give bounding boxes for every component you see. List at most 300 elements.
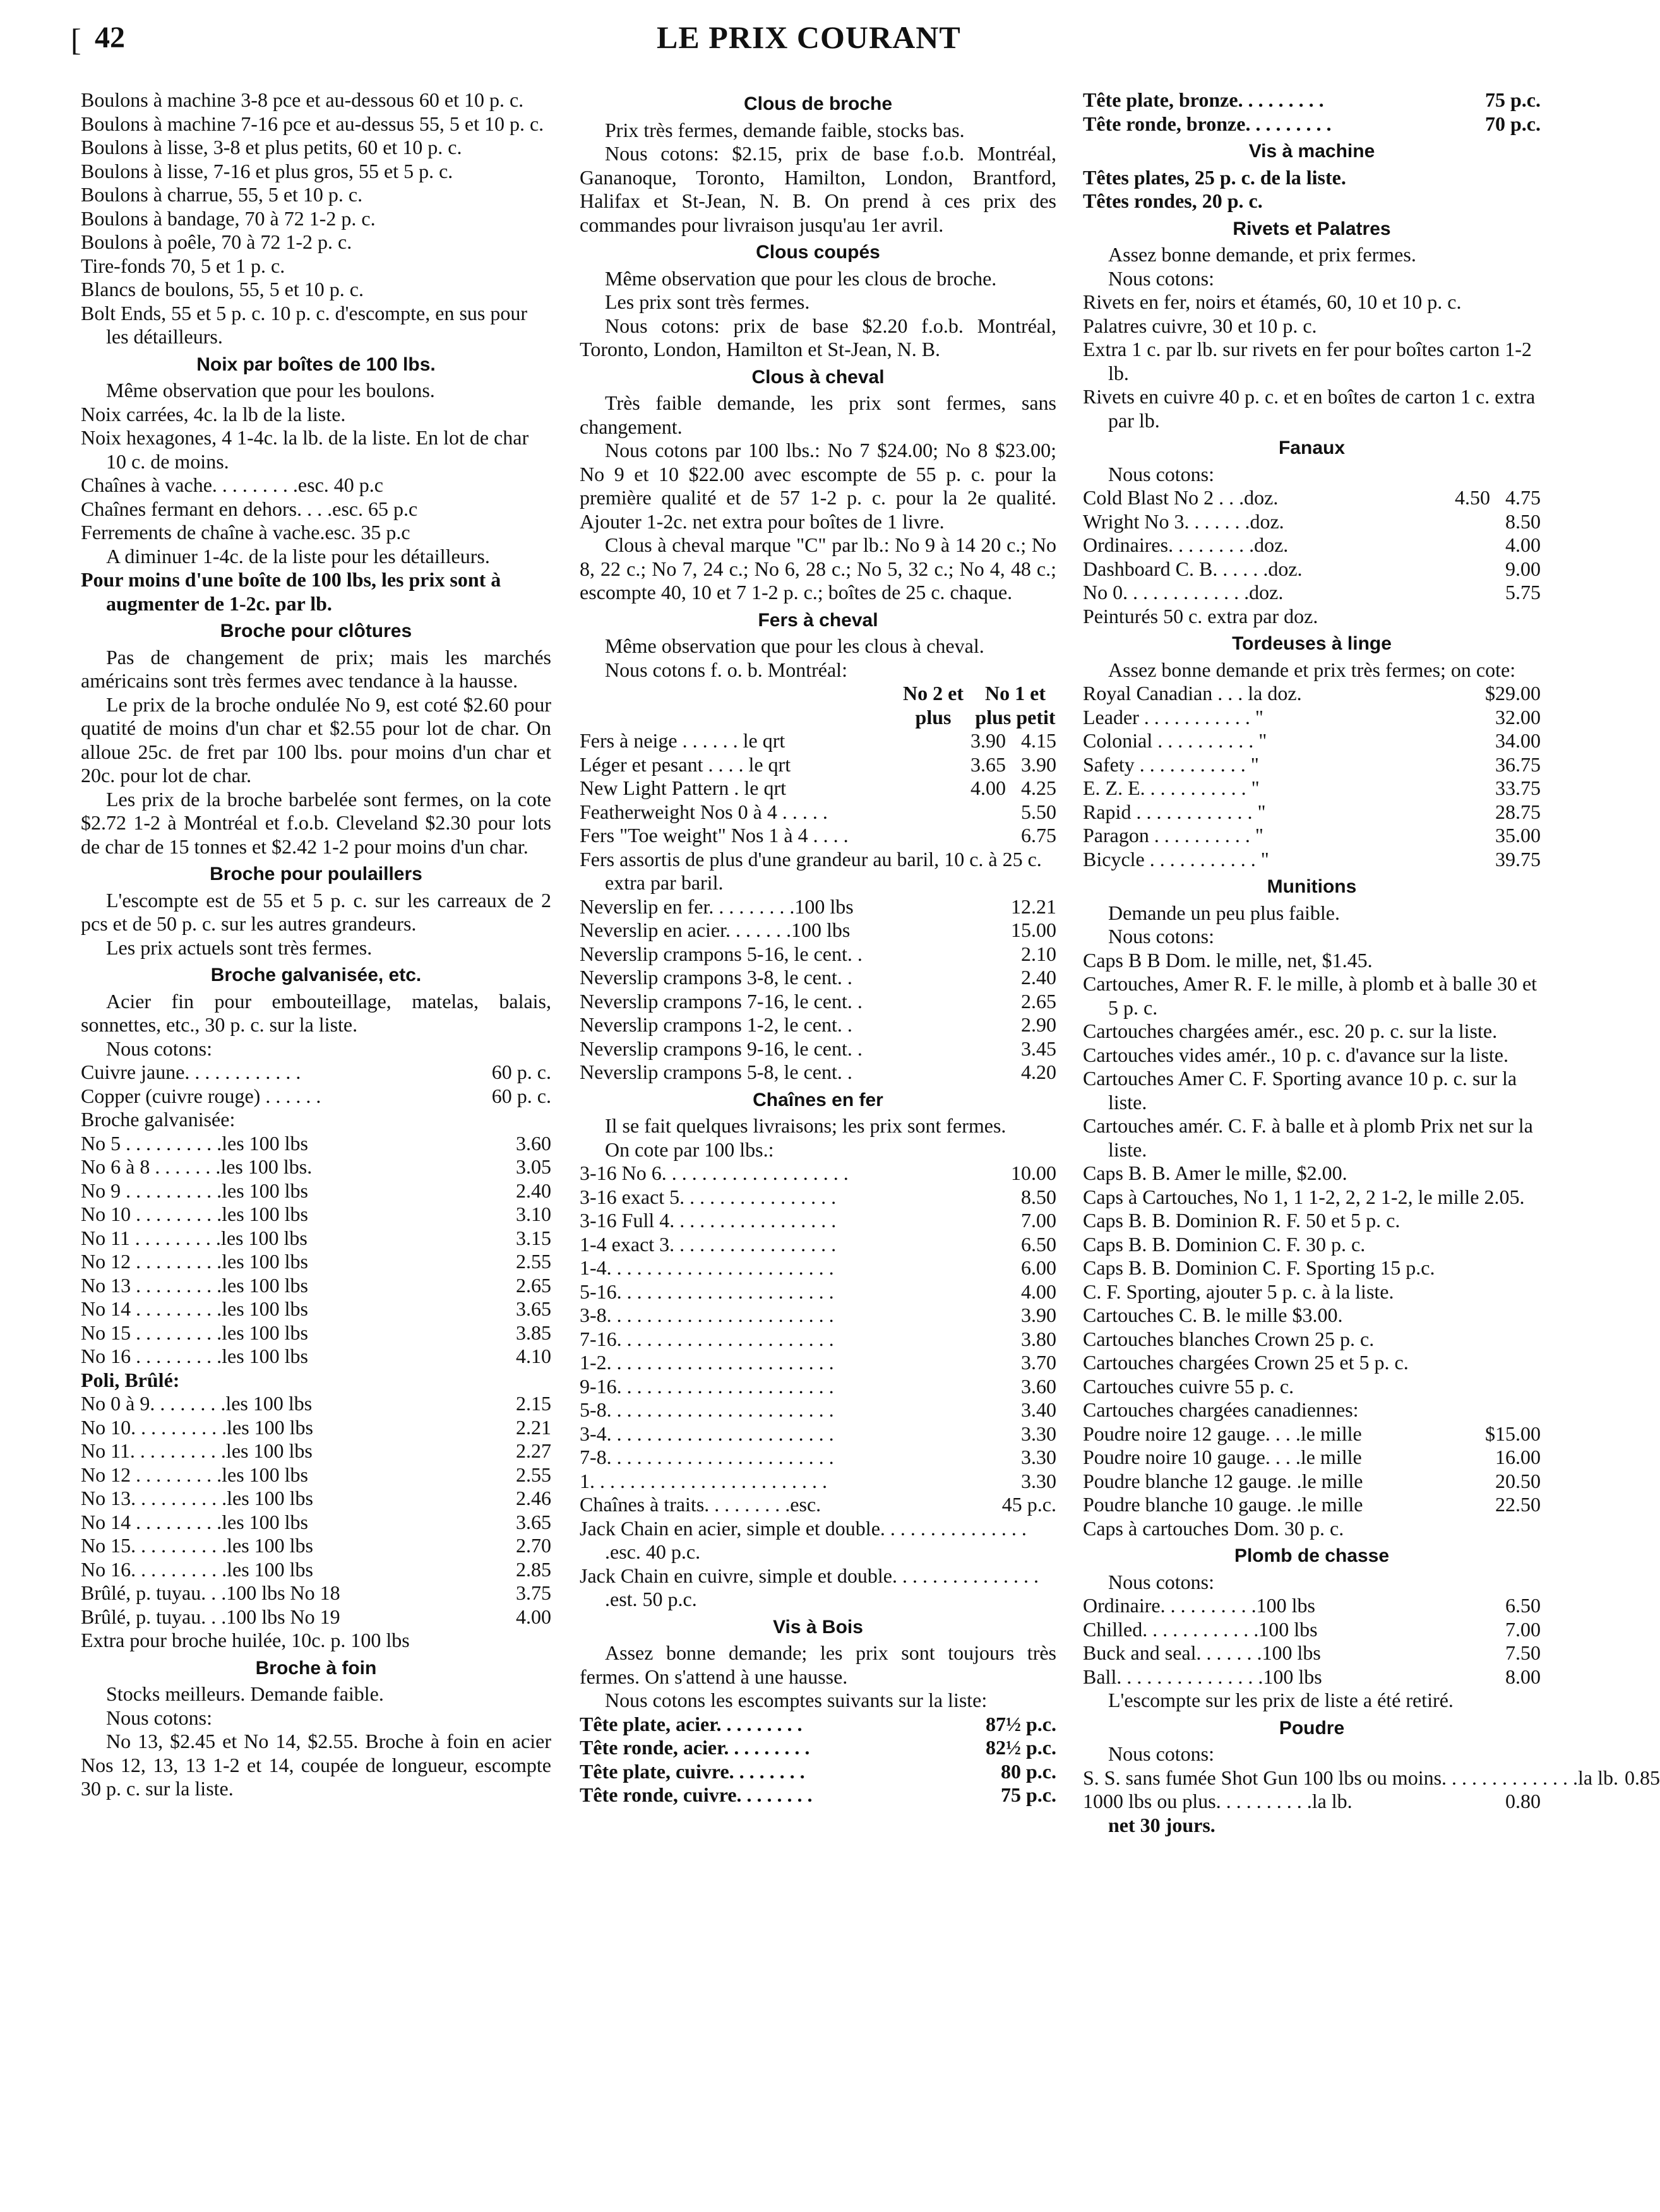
row-value: 10.00 bbox=[1011, 1162, 1056, 1184]
table-row bbox=[580, 1422, 1056, 1446]
bronze-price-table bbox=[1083, 88, 1541, 136]
section-heading-poudre: Poudre bbox=[1279, 1717, 1345, 1739]
list-item: Boulons à lisse, 7-16 et plus gros, 55 et 5 p. c. bbox=[81, 159, 453, 182]
plomb-price-table bbox=[1083, 1594, 1541, 1689]
row-value: 39.75 bbox=[1495, 847, 1541, 871]
table-row bbox=[81, 1558, 551, 1582]
row-value: 3.90 bbox=[1021, 1304, 1056, 1326]
row-label: Copper (cuivre rouge) . . . . . . bbox=[81, 1084, 321, 1107]
price-row bbox=[81, 1061, 551, 1085]
paragraph: Les prix de la broche barbelée sont fermes, on la cote $2.72 1-2 à Montréal et f.o.b. Cleveland $2.30 pour lots de char de 15 tonnes et $2.42 1-2 pour moins d'un char. bbox=[81, 787, 551, 858]
table-row bbox=[81, 1297, 551, 1321]
table-row bbox=[580, 1037, 1056, 1061]
paragraph: Les prix actuels sont très fermes. bbox=[106, 936, 373, 959]
list-item: Noix hexagones, 4 1-4c. la lb. de la liste. En lot de char 10 c. de moins. bbox=[81, 426, 529, 473]
row-label: No 16 . . . . . . . . .les 100 lbs bbox=[81, 1345, 308, 1367]
table-row bbox=[580, 1061, 1056, 1085]
row-value: 16.00 bbox=[1495, 1446, 1541, 1468]
list-item: C. F. Sporting, ajouter 5 p. c. à la liste. bbox=[1083, 1280, 1394, 1303]
table-row bbox=[81, 1179, 551, 1203]
row-value: 3.65 bbox=[516, 1510, 551, 1533]
table-row bbox=[1083, 1618, 1541, 1642]
table-row bbox=[1083, 824, 1541, 848]
row-value: 3.30 bbox=[1021, 1422, 1056, 1445]
row-value: 3.75 bbox=[516, 1581, 551, 1604]
row-value bbox=[911, 824, 1006, 848]
row-label: Buck and seal. . . . . . .100 lbs bbox=[1083, 1641, 1321, 1664]
row-value: 3.05 bbox=[516, 1155, 551, 1178]
paragraph: Jack Chain en acier, simple et double. . . . . . . . . . . . . . . .esc. 40 p.c. bbox=[580, 1516, 1027, 1563]
row-value: 2.40 bbox=[516, 1179, 551, 1202]
table-row bbox=[580, 1233, 1056, 1257]
poli-price-table bbox=[81, 1392, 551, 1629]
row-value: 32.00 bbox=[1495, 705, 1541, 728]
table-row bbox=[81, 1416, 551, 1440]
paragraph: Très faible demande, les prix sont fermes, sans changement. bbox=[580, 391, 1056, 438]
table-row bbox=[81, 1203, 551, 1227]
table-row bbox=[81, 1155, 551, 1179]
row-label: No 15. . . . . . . . . .les 100 lbs bbox=[81, 1534, 313, 1557]
row-value: 35.00 bbox=[1495, 824, 1541, 847]
row-label: Brûlé, p. tuyau. . .100 lbs No 18 bbox=[81, 1581, 340, 1604]
row-label: Chaînes à traits. . . . . . . . .esc. bbox=[580, 1493, 821, 1516]
table-row bbox=[580, 1013, 1056, 1037]
row-value: 3.65 bbox=[516, 1297, 551, 1320]
row-value: 7.50 bbox=[1505, 1641, 1541, 1664]
table-row bbox=[81, 1463, 551, 1487]
table-row bbox=[1083, 1766, 1660, 1790]
list-item: Boulons à charrue, 55, 5 et 10 p. c. bbox=[81, 183, 363, 206]
row-value: 5.75 bbox=[1505, 581, 1541, 604]
column-1 bbox=[81, 88, 551, 1801]
list-item: Rivets en cuivre 40 p. c. et en boîtes de carton 1 c. extra par lb. bbox=[1083, 385, 1536, 432]
list-item: Cartouches C. B. le mille $3.00. bbox=[1083, 1304, 1343, 1326]
list-item: Extra 1 c. par lb. sur rivets en fer pour boîtes carton 1-2 lb. bbox=[1083, 338, 1532, 384]
paragraph: Nous cotons: bbox=[106, 1706, 212, 1729]
table-row bbox=[580, 942, 1056, 966]
row-value: 2.85 bbox=[516, 1557, 551, 1581]
row-value: 20.50 bbox=[1495, 1469, 1541, 1492]
row-value bbox=[1395, 557, 1490, 581]
table-row bbox=[81, 1487, 551, 1511]
row-label: Tête plate, bronze. . . . . . . . . bbox=[1083, 88, 1324, 111]
table-row bbox=[1083, 112, 1541, 136]
row-value bbox=[1395, 533, 1490, 557]
row-value: 28.75 bbox=[1495, 800, 1541, 823]
row-value: $15.00 bbox=[1485, 1422, 1541, 1445]
row-value bbox=[1395, 510, 1490, 534]
row-label: 7-8. . . . . . . . . . . . . . . . . . . . . . . bbox=[580, 1446, 834, 1468]
table-row bbox=[81, 1274, 551, 1298]
paragraph: Prix très fermes, demande faible, stocks bas. bbox=[605, 118, 965, 141]
section-heading-munitions: Munitions bbox=[1267, 876, 1357, 897]
row-label: No 6 à 8 . . . . . . .les 100 lbs. bbox=[81, 1155, 313, 1178]
row-label: No 14 . . . . . . . . .les 100 lbs bbox=[81, 1297, 308, 1320]
paragraph: Nous cotons: bbox=[1108, 462, 1214, 485]
table-row bbox=[1083, 1790, 1541, 1814]
paragraph: Nous cotons: $2.15, prix de base f.o.b. Montréal, Gananoque, Toronto, Hamilton, London, Brantford, Halifax et St-Jean, N. B. On prend à ces prix des commandes pour livraison jusqu'au 1er avril. bbox=[580, 142, 1056, 236]
row-label: No 11. . . . . . . . . .les 100 lbs bbox=[81, 1439, 313, 1462]
list-item: Boulons à lisse, 3-8 et plus petits, 60 et 10 p. c. bbox=[81, 136, 462, 158]
list-item: Cartouches amér. C. F. à balle et à plomb Prix net sur la liste. bbox=[1083, 1114, 1533, 1161]
page-number: 42 bbox=[95, 21, 125, 54]
table-row bbox=[580, 729, 1056, 753]
table-row bbox=[1083, 486, 1541, 510]
row-value: 75 p.c. bbox=[1001, 1783, 1056, 1806]
row-value: 6.00 bbox=[1021, 1256, 1056, 1279]
list-item: Caps B. B. Amer le mille, $2.00. bbox=[1083, 1162, 1347, 1184]
table-row bbox=[580, 1713, 1056, 1737]
row-value: 8.50 bbox=[1505, 509, 1541, 533]
row-value: 3.60 bbox=[516, 1131, 551, 1155]
row-label: 1-2. . . . . . . . . . . . . . . . . . . . . . . bbox=[580, 1351, 834, 1374]
paragraph: On cote par 100 lbs.: bbox=[605, 1138, 774, 1161]
row-value: 3.40 bbox=[1021, 1398, 1056, 1421]
paragraph: Les prix sont très fermes. bbox=[605, 290, 810, 313]
section-heading-vis-bois: Vis à Bois bbox=[773, 1616, 863, 1638]
row-label: Neverslip en acier. . . . . . .100 lbs bbox=[580, 919, 851, 941]
paragraph: Assez bonne demande et prix très fermes; on cote: bbox=[1108, 658, 1516, 681]
row-label: Poudre noire 10 gauge. . . .le mille bbox=[1083, 1446, 1362, 1468]
row-value: 3.85 bbox=[516, 1321, 551, 1344]
list-item: Caps B. B. Dominion C. F. Sporting 15 p.c. bbox=[1083, 1256, 1435, 1279]
section-heading-plomb-chasse: Plomb de chasse bbox=[1234, 1545, 1390, 1566]
row-value: 2.15 bbox=[516, 1392, 551, 1415]
table-row bbox=[1083, 1493, 1541, 1517]
row-value: 60 p. c. bbox=[491, 1084, 551, 1107]
page-header bbox=[0, 14, 1601, 71]
row-label: 3-16 Full 4. . . . . . . . . . . . . . . . . bbox=[580, 1209, 837, 1232]
table-row bbox=[1083, 776, 1541, 800]
paragraph: Clous à cheval marque "C" par lb.: No 9 à 14 20 c.; No 8, 22 c.; No 7, 24 c.; No 6, 28 c.; No 5, 32 c.; No 4, 48 c.; escompte 40, 10 et 7 1-2 p. c.; boîtes de 25 c. chaque. bbox=[580, 533, 1056, 604]
row-value: 9.00 bbox=[1505, 557, 1541, 580]
row-label: Tête ronde, cuivre. . . . . . . . bbox=[580, 1783, 813, 1806]
paragraph: Il se fait quelques livraisons; les prix sont fermes. bbox=[605, 1114, 1006, 1137]
list-item: Boulons à machine 7-16 pce et au-dessus 55, 5 et 10 p. c. bbox=[81, 112, 544, 135]
row-label: Fers "Toe weight" Nos 1 à 4 . . . . bbox=[580, 824, 849, 847]
row-value: 4.00 bbox=[970, 776, 1006, 799]
row-value: 34.00 bbox=[1495, 729, 1541, 752]
table-row bbox=[1083, 1470, 1541, 1494]
section-heading-broche-clotures: Broche pour clôtures bbox=[220, 621, 412, 641]
table-row bbox=[1083, 510, 1541, 534]
row-label: 3-16 exact 5. . . . . . . . . . . . . . . . bbox=[580, 1185, 837, 1208]
row-value: 3.60 bbox=[1021, 1374, 1056, 1398]
table-row bbox=[580, 1375, 1056, 1399]
table-row bbox=[580, 919, 1056, 942]
row-label: 1. . . . . . . . . . . . . . . . . . . . . . . . bbox=[580, 1469, 827, 1492]
table-row bbox=[580, 824, 1056, 848]
subheading: Broche galvanisée: bbox=[81, 1108, 236, 1131]
fers-price-table bbox=[580, 729, 1056, 848]
paragraph: Assez bonne demande, et prix fermes. bbox=[1108, 243, 1416, 266]
column-header: No 1 et plus petit bbox=[975, 682, 1056, 728]
row-value: 0.85 bbox=[1625, 1766, 1660, 1789]
paragraph: Assez bonne demande; les prix sont toujours très fermes. On s'attend à une hausse. bbox=[580, 1641, 1056, 1688]
row-value: 3.80 bbox=[1021, 1327, 1056, 1350]
table-row bbox=[81, 1511, 551, 1535]
chaines-price-table bbox=[580, 1162, 1056, 1517]
table-row bbox=[580, 1186, 1056, 1210]
page-bracket-mark: [ bbox=[71, 22, 81, 57]
list-item: Boulons à poêle, 70 à 72 1-2 p. c. bbox=[81, 230, 352, 253]
paragraph: Nous cotons: bbox=[106, 1037, 212, 1060]
paragraph: Le prix de la broche ondulée No 9, est coté $2.60 pour quatité de moins d'un char et $2.55 pour lot de char. On alloue 25c. de fret par 100 lbs. pour moins d'un char et 20c. pour lot de char. bbox=[81, 693, 551, 787]
table-row bbox=[1083, 729, 1541, 753]
price-row bbox=[81, 1085, 551, 1109]
row-label: Tête ronde, bronze. . . . . . . . . bbox=[1083, 112, 1332, 135]
neverslip-price-table bbox=[580, 895, 1056, 1085]
row-label: Wright No 3. . . . . . .doz. bbox=[1083, 509, 1284, 533]
table-row bbox=[1083, 682, 1541, 706]
vis-bois-price-table bbox=[580, 1713, 1056, 1807]
section-heading-clous-cheval: Clous à cheval bbox=[751, 366, 885, 388]
paragraph: Jack Chain en cuivre, simple et double. . . . . . . . . . . . . . . .est. 50 p.c. bbox=[580, 1564, 1039, 1610]
row-label: No 0. . . . . . . . . . . . .doz. bbox=[1083, 581, 1284, 604]
table-row bbox=[1083, 1594, 1541, 1618]
table-row bbox=[81, 1345, 551, 1369]
table-row bbox=[1083, 1446, 1541, 1470]
row-label: 1-4 exact 3. . . . . . . . . . . . . . . . . bbox=[580, 1232, 837, 1256]
paragraph: Nous cotons par 100 lbs.: No 7 $24.00; No 8 $23.00; No 9 et 10 $22.00 avec escompte de 55 p. c. pour la première qualité et de 57 1-2 p. c. pour la 2e qualité. Ajouter 1-2c. net extra pour boîtes de 1 livre. bbox=[580, 439, 1056, 533]
fanaux-price-table bbox=[1083, 486, 1541, 605]
row-label: Ordinaire. . . . . . . . . .100 lbs bbox=[1083, 1594, 1315, 1617]
row-label: Poudre blanche 12 gauge. .le mille bbox=[1083, 1469, 1363, 1492]
column-header: No 2 et plus bbox=[903, 682, 964, 728]
column-2 bbox=[580, 88, 1056, 1807]
row-label: Neverslip en fer. . . . . . . . .100 lbs bbox=[580, 895, 854, 918]
row-label: Royal Canadian . . . la doz. bbox=[1083, 682, 1302, 705]
table-row bbox=[580, 1398, 1056, 1422]
list-item: Ferrements de chaîne à vache.esc. 35 p.c bbox=[81, 521, 410, 544]
list-item: Palatres cuivre, 30 et 10 p. c. bbox=[1083, 314, 1317, 337]
row-value: 87½ p.c. bbox=[986, 1712, 1056, 1735]
section-heading-broche-galvanisee: Broche galvanisée, etc. bbox=[210, 965, 422, 985]
paragraph: A diminuer 1-4c. de la liste pour les détailleurs. bbox=[106, 544, 490, 568]
table-row bbox=[1083, 557, 1541, 581]
row-label: Neverslip crampons 5-16, le cent. . bbox=[580, 942, 863, 965]
table-row bbox=[1083, 88, 1541, 112]
table-row bbox=[81, 1321, 551, 1345]
galv-price-table bbox=[81, 1132, 551, 1369]
paragraph: Même observation que pour les boulons. bbox=[106, 379, 435, 401]
row-value: 3.30 bbox=[1021, 1446, 1056, 1468]
table-row bbox=[81, 1392, 551, 1416]
row-label: No 16. . . . . . . . . .les 100 lbs bbox=[81, 1557, 313, 1581]
list-item: Caps à cartouches Dom. 30 p. c. bbox=[1083, 1516, 1344, 1540]
paragraph: Stocks meilleurs. Demande faible. bbox=[106, 1682, 384, 1705]
paragraph: Acier fin pour embouteillage, matelas, balais, sonnettes, etc., 30 p. c. sur la liste. bbox=[81, 989, 551, 1036]
poudre-charge-table bbox=[1083, 1422, 1541, 1517]
row-value: 4.75 bbox=[1505, 486, 1541, 509]
section-heading-broche-poulaillers: Broche pour poulaillers bbox=[210, 864, 422, 884]
table-row bbox=[580, 1760, 1056, 1784]
list-item: Rivets en fer, noirs et étamés, 60, 10 et 10 p. c. bbox=[1083, 290, 1462, 313]
row-value: 7.00 bbox=[1505, 1617, 1541, 1641]
row-value: 12.21 bbox=[1011, 895, 1056, 918]
list-item: Noix carrées, 4c. la lb de la liste. bbox=[81, 402, 346, 425]
row-value: 36.75 bbox=[1495, 752, 1541, 776]
row-value: 60 p. c. bbox=[491, 1061, 551, 1083]
table-row bbox=[1083, 1641, 1541, 1665]
table-row bbox=[580, 1493, 1056, 1517]
row-value: 70 p.c. bbox=[1485, 112, 1541, 135]
table-row bbox=[580, 800, 1056, 824]
row-value: 4.25 bbox=[1021, 776, 1056, 799]
row-label: Cold Blast No 2 . . .doz. bbox=[1083, 486, 1279, 509]
row-value: 3.65 bbox=[970, 752, 1006, 776]
row-label: No 13. . . . . . . . . .les 100 lbs bbox=[81, 1487, 313, 1509]
row-value: 82½ p.c. bbox=[986, 1736, 1056, 1759]
subheading: Poli, Brûlé: bbox=[81, 1368, 180, 1391]
table-row bbox=[580, 1470, 1056, 1494]
row-value: 2.27 bbox=[516, 1439, 551, 1462]
list-item: Bolt Ends, 55 et 5 p. c. 10 p. c. d'escompte, en sus pour les détailleurs. bbox=[81, 301, 527, 348]
row-value: 2.55 bbox=[516, 1463, 551, 1486]
table-row bbox=[580, 1446, 1056, 1470]
list-item: Cartouches cuivre 55 p. c. bbox=[1083, 1374, 1294, 1398]
row-label: 7-16. . . . . . . . . . . . . . . . . . . . . . bbox=[580, 1327, 834, 1350]
table-row bbox=[580, 1304, 1056, 1328]
row-label: Dashboard C. B. . . . . .doz. bbox=[1083, 557, 1303, 580]
paragraph: Demande un peu plus faible. bbox=[1108, 901, 1340, 924]
list-item: Cartouches Amer C. F. Sporting avance 10 p. c. sur la liste. bbox=[1083, 1067, 1517, 1114]
row-label: E. Z. E. . . . . . . . . . . " bbox=[1083, 776, 1260, 799]
table-row bbox=[1083, 848, 1541, 872]
row-label: 3-8. . . . . . . . . . . . . . . . . . . . . . . bbox=[580, 1304, 834, 1326]
row-value: 2.55 bbox=[516, 1250, 551, 1273]
list-item: Tire-fonds 70, 5 et 1 p. c. bbox=[81, 254, 285, 277]
row-label: Chilled. . . . . . . . . . . .100 lbs bbox=[1083, 1617, 1318, 1641]
list-item: Cartouches chargées amér., esc. 20 p. c. sur la liste. bbox=[1083, 1020, 1498, 1042]
fers-column-headers bbox=[580, 682, 1056, 729]
table-row bbox=[81, 1581, 551, 1605]
table-row bbox=[81, 1534, 551, 1558]
row-value: 80 p.c. bbox=[1001, 1759, 1056, 1783]
list-item: Caps à Cartouches, No 1, 1 1-2, 2, 2 1-2, le mille 2.05. bbox=[1083, 1185, 1525, 1208]
row-value: 33.75 bbox=[1495, 776, 1541, 799]
row-value: 2.70 bbox=[516, 1534, 551, 1557]
paragraph: Même observation que pour les clous de broche. bbox=[605, 266, 997, 290]
row-label: Cuivre jaune. . . . . . . . . . . . bbox=[81, 1061, 301, 1083]
table-row bbox=[580, 753, 1056, 777]
section-heading-noix: Noix par boîtes de 100 lbs. bbox=[196, 354, 436, 375]
paragraph: Nous cotons f. o. b. Montréal: bbox=[605, 658, 847, 681]
row-label: Safety . . . . . . . . . . . " bbox=[1083, 752, 1259, 776]
row-value bbox=[911, 800, 1006, 824]
table-row bbox=[580, 1783, 1056, 1807]
row-value: 2.46 bbox=[516, 1487, 551, 1509]
row-value: 3.90 bbox=[1021, 752, 1056, 776]
row-value: 2.40 bbox=[1021, 966, 1056, 989]
table-row bbox=[580, 1162, 1056, 1186]
row-label: Tête ronde, acier. . . . . . . . . bbox=[580, 1736, 810, 1759]
row-value: 5.50 bbox=[1021, 800, 1056, 823]
list-item: Chaînes fermant en dehors. . . .esc. 65 p.c bbox=[81, 497, 418, 520]
paragraph: L'escompte sur les prix de liste a été retiré. bbox=[1108, 1689, 1454, 1711]
section-heading-broche-foin: Broche à foin bbox=[255, 1657, 377, 1679]
paragraph: Pas de changement de prix; mais les marchés américains sont très fermes avec tendance à la hausse. bbox=[81, 645, 551, 692]
table-row bbox=[580, 1209, 1056, 1233]
table-row bbox=[580, 895, 1056, 919]
paragraph: Peinturés 50 c. extra par doz. bbox=[1083, 604, 1318, 627]
row-label: Neverslip crampons 7-16, le cent. . bbox=[580, 989, 863, 1013]
row-label: No 11 . . . . . . . . .les 100 lbs bbox=[81, 1226, 308, 1249]
list-item: Boulons à bandage, 70 à 72 1-2 p. c. bbox=[81, 206, 376, 230]
row-value: 4.10 bbox=[516, 1345, 551, 1367]
row-value: 2.10 bbox=[1021, 942, 1056, 965]
row-value: 4.20 bbox=[1021, 1061, 1056, 1083]
table-row bbox=[580, 1328, 1056, 1352]
row-value: 3.90 bbox=[970, 729, 1006, 752]
list-item: Caps B. B. Dominion C. F. 30 p. c. bbox=[1083, 1232, 1366, 1256]
row-label: 9-16. . . . . . . . . . . . . . . . . . . . . . bbox=[580, 1374, 834, 1398]
table-row bbox=[580, 990, 1056, 1014]
paragraph: net 30 jours. bbox=[1108, 1813, 1215, 1836]
table-row bbox=[1083, 1422, 1541, 1446]
page-title: LE PRIX COURANT bbox=[657, 20, 961, 55]
row-label: Tête plate, acier. . . . . . . . . bbox=[580, 1712, 803, 1735]
row-label: New Light Pattern . le qrt bbox=[580, 776, 787, 799]
row-value: 7.00 bbox=[1021, 1209, 1056, 1232]
column-3 bbox=[1083, 88, 1660, 1837]
section-heading-vis-machine: Vis à machine bbox=[1248, 141, 1375, 162]
section-heading-rivets: Rivets et Palatres bbox=[1233, 218, 1391, 239]
row-label: Fers à neige . . . . . . le qrt bbox=[580, 729, 785, 752]
row-label: Neverslip crampons 9-16, le cent. . bbox=[580, 1037, 863, 1060]
row-value: 4.00 bbox=[1021, 1280, 1056, 1303]
row-value: 2.65 bbox=[1021, 989, 1056, 1013]
row-value: 2.65 bbox=[516, 1273, 551, 1297]
row-label: 1-4. . . . . . . . . . . . . . . . . . . . . . . bbox=[580, 1256, 834, 1279]
row-value: 2.90 bbox=[1021, 1013, 1056, 1036]
row-label: No 10 . . . . . . . . .les 100 lbs bbox=[81, 1203, 308, 1225]
row-value: 4.00 bbox=[516, 1605, 551, 1628]
row-value: 4.50 bbox=[1455, 486, 1490, 509]
row-value: 6.50 bbox=[1021, 1232, 1056, 1256]
list-item: Cartouches blanches Crown 25 p. c. bbox=[1083, 1327, 1375, 1350]
row-label: No 12 . . . . . . . . .les 100 lbs bbox=[81, 1250, 308, 1273]
row-label: No 12 . . . . . . . . .les 100 lbs bbox=[81, 1463, 308, 1486]
section-heading-fers-cheval: Fers à cheval bbox=[758, 609, 878, 631]
table-row bbox=[81, 1605, 551, 1629]
list-item: Cartouches vides amér., 10 p. c. d'avance sur la liste. bbox=[1083, 1043, 1508, 1066]
row-value: 3.30 bbox=[1021, 1469, 1056, 1492]
paragraph: No 13, $2.45 et No 14, $2.55. Broche à foin en acier Nos 12, 13, 13 1-2 et 14, coupée de longueur, escompte 30 p. c. sur la liste. bbox=[81, 1730, 551, 1800]
row-value: 8.50 bbox=[1021, 1185, 1056, 1208]
table-row bbox=[580, 1736, 1056, 1760]
row-value: 3.45 bbox=[1021, 1037, 1056, 1060]
table-row bbox=[1083, 1665, 1541, 1689]
row-label: No 13 . . . . . . . . .les 100 lbs bbox=[81, 1273, 308, 1297]
row-value: 3.70 bbox=[1021, 1351, 1056, 1374]
paragraph: Fers assortis de plus d'une grandeur au baril, 10 c. à 25 c. extra par baril. bbox=[580, 847, 1042, 894]
row-value: 15.00 bbox=[1011, 919, 1056, 941]
row-value: 4.15 bbox=[1021, 729, 1056, 752]
row-label: Rapid . . . . . . . . . . . . " bbox=[1083, 800, 1266, 823]
row-label: 5-16. . . . . . . . . . . . . . . . . . . . . . bbox=[580, 1280, 834, 1303]
paragraph: Nous cotons: prix de base $2.20 f.o.b. Montréal, Toronto, London, Hamilton et St-Jean, N. B. bbox=[580, 314, 1056, 360]
table-row bbox=[1083, 581, 1541, 605]
row-label: 5-8. . . . . . . . . . . . . . . . . . . . . . . bbox=[580, 1398, 834, 1421]
list-item: Cartouches chargées canadiennes: bbox=[1083, 1398, 1359, 1421]
list-item: Cartouches chargées Crown 25 et 5 p. c. bbox=[1083, 1351, 1409, 1374]
row-label: No 14 . . . . . . . . .les 100 lbs bbox=[81, 1510, 308, 1533]
list-item: Têtes rondes, 20 p. c. bbox=[1083, 189, 1263, 212]
list-item: Blancs de boulons, 55, 5 et 10 p. c. bbox=[81, 278, 364, 300]
list-item: Chaînes à vache. . . . . . . . .esc. 40 p.c bbox=[81, 473, 383, 496]
table-row bbox=[81, 1132, 551, 1156]
